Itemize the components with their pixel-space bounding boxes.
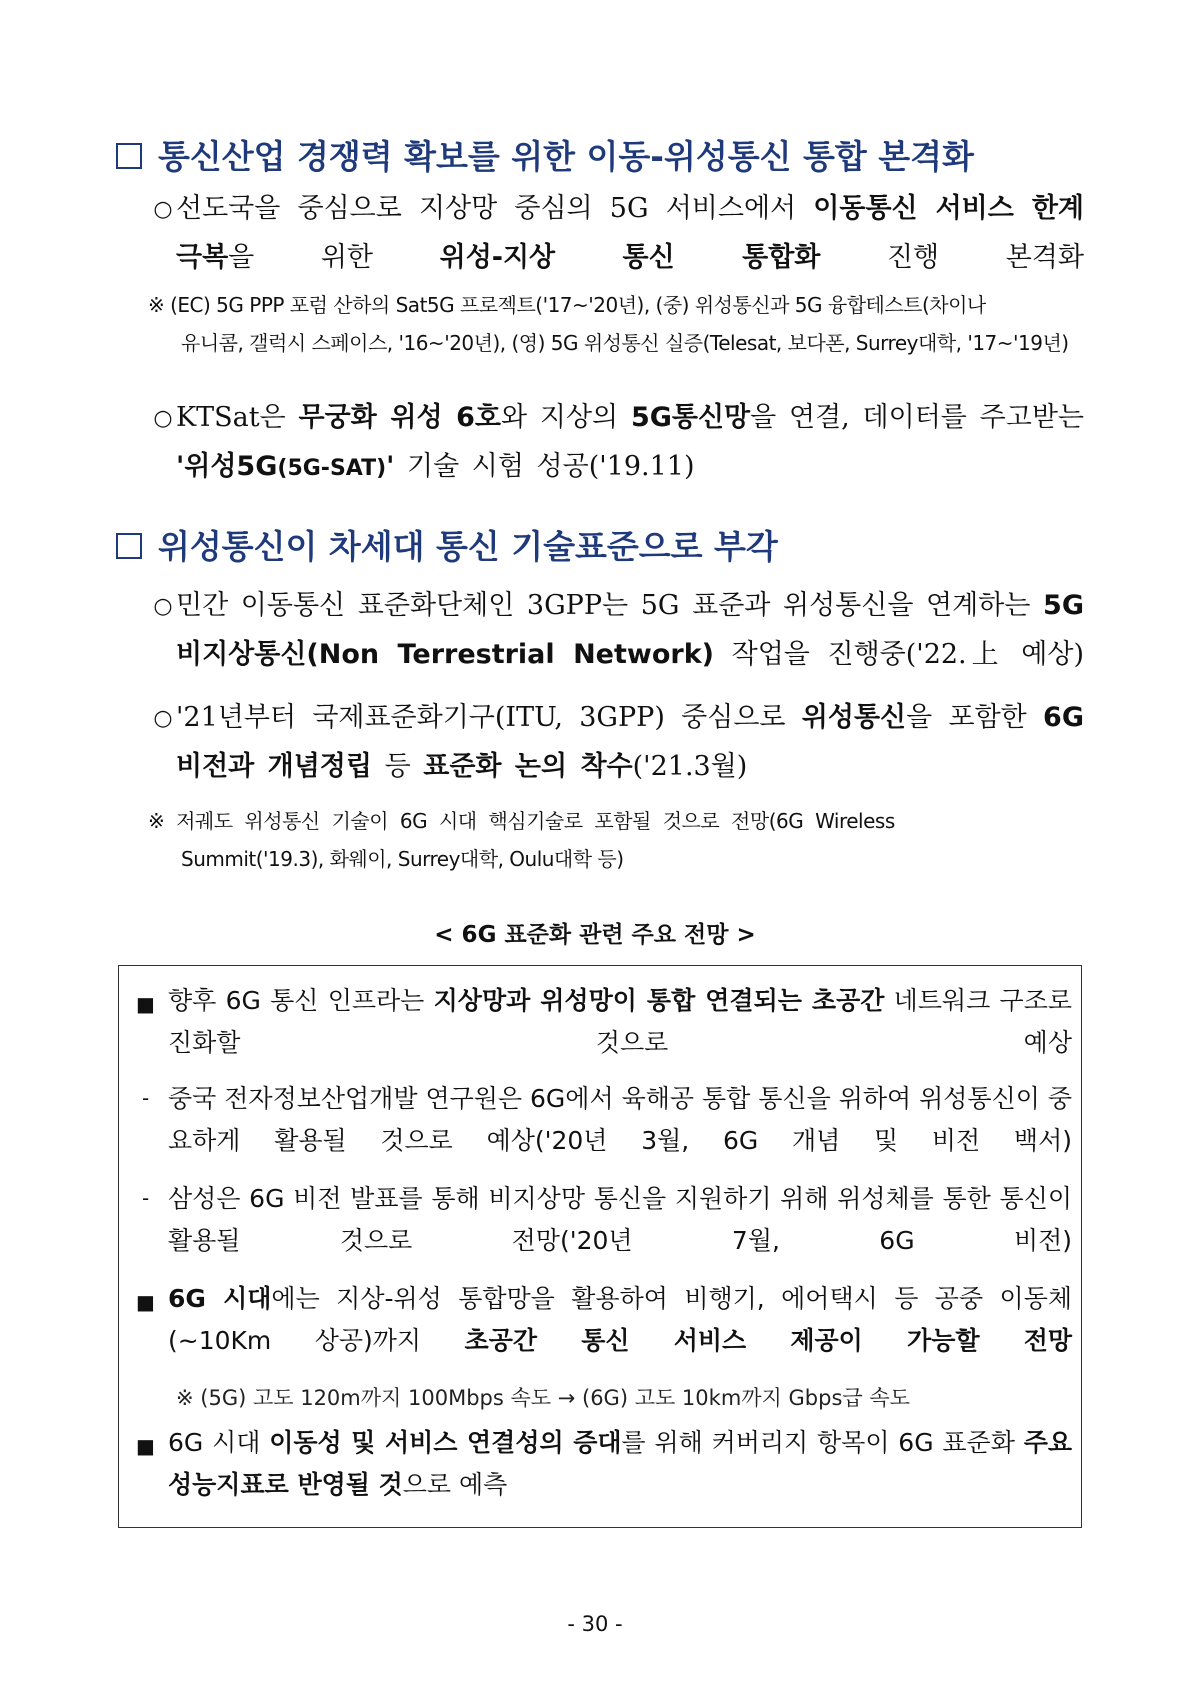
dash-bullet-icon: - — [142, 1186, 150, 1210]
section-heading-2: 위성통신이 차세대 통신 기술표준으로 부각 — [116, 521, 778, 568]
square-bullet-icon: ■ — [136, 1290, 155, 1314]
box-dash1-text: 중국 전자정보산업개발 연구원은 6G에서 육해공 통합 통신을 위하여 위성통신이 중요하게 활용될 것으로 예상('20년 3월, 6G 개념 및 비전 백서) — [168, 1084, 1072, 1155]
circle-bullet-icon: ○ — [153, 406, 173, 431]
square-bullet-icon: ■ — [136, 1434, 155, 1458]
box-dash2-text: 삼성은 6G 비전 발표를 통해 비지상망 통신을 지원하기 위해 위성체를 통한 통신이 활용될 것으로 전망('20년 7월, 6G 비전) — [168, 1184, 1072, 1255]
circle-bullet-icon: ○ — [153, 197, 173, 222]
dash-bullet-icon: - — [142, 1086, 150, 1110]
box-caption: < 6G 표준화 관련 주요 전망 > — [434, 922, 756, 948]
section-heading-1: 통신산업 경쟁력 확보를 위한 이동-위성통신 통합 본격화 — [116, 131, 974, 178]
section2-bullet2-text: '21년부터 국제표준화기구(ITU, 3GPP) 중심으로 위성통신을 포함한 6G 비전과 개념정립 등 표준화 논의 착수('21.3월) — [176, 702, 1084, 782]
square-bullet-icon: ■ — [136, 992, 155, 1016]
section2-bullet1-text: 민간 이동통신 표준화단체인 3GPP는 5G 표준과 위성통신을 연계하는 5G 비지상통신(Non Terrestrial Network) 작업을 진행중('22.上 예상) — [176, 590, 1085, 670]
box-item3-text: 6G 시대 이동성 및 서비스 연결성의 증대를 위해 커버리지 항목이 6G 표준화 주요 성능지표로 반영될 것으로 예측 — [168, 1428, 1073, 1499]
circle-bullet-icon: ○ — [153, 706, 173, 731]
checkbox-square-icon — [116, 533, 142, 559]
section1-bullet2-text: KTSat은 무궁화 위성 6호와 지상의 5G통신망을 연결, 데이터를 주고받는 '위성5G(5G-SAT)' 기술 시험 성공('19.11) — [176, 402, 1084, 482]
page-number: - 30 - — [567, 1612, 623, 1636]
box-item2-text: 6G 시대에는 지상-위성 통합망을 활용하여 비행기, 에어택시 등 공중 이동체 (~10Km 상공)까지 초공간 통신 서비스 제공이 가능할 전망 — [168, 1284, 1073, 1355]
box-item2-note: ※ (5G) 고도 120m까지 100Mbps 속도 → (6G) 고도 10km까지 Gbps급 속도 — [176, 1386, 910, 1410]
section2-note: ※ 저궤도 위성통신 기술이 6G 시대 핵심기술로 포함될 것으로 전망(6G Wireless Summit('19.3), 화웨이, Surrey대학, Oulu대학 등) — [148, 809, 895, 871]
section1-note: ※ (EC) 5G PPP 포럼 산하의 Sat5G 프로젝트('17~'20년), (중) 위성통신과 5G 융합테스트(차이나 유니콤, 갤럭시 스페이스, '16~'20년), (영) 5G 위성통신 실증(Telesat, 보다폰, Surrey대학, '17~'19년) — [148, 293, 1069, 355]
circle-bullet-icon: ○ — [153, 594, 173, 619]
box-item1-text: 향후 6G 통신 인프라는 지상망과 위성망이 통합 연결되는 초공간 네트워크 구조로 진화할 것으로 예상 — [168, 986, 1073, 1057]
checkbox-square-icon — [116, 143, 142, 169]
section1-bullet1-text: 선도국을 중심으로 지상망 중심의 5G 서비스에서 이동통신 서비스 한계 극복을 위한 위성-지상 통신 통합화 진행 본격화 — [176, 193, 1084, 273]
